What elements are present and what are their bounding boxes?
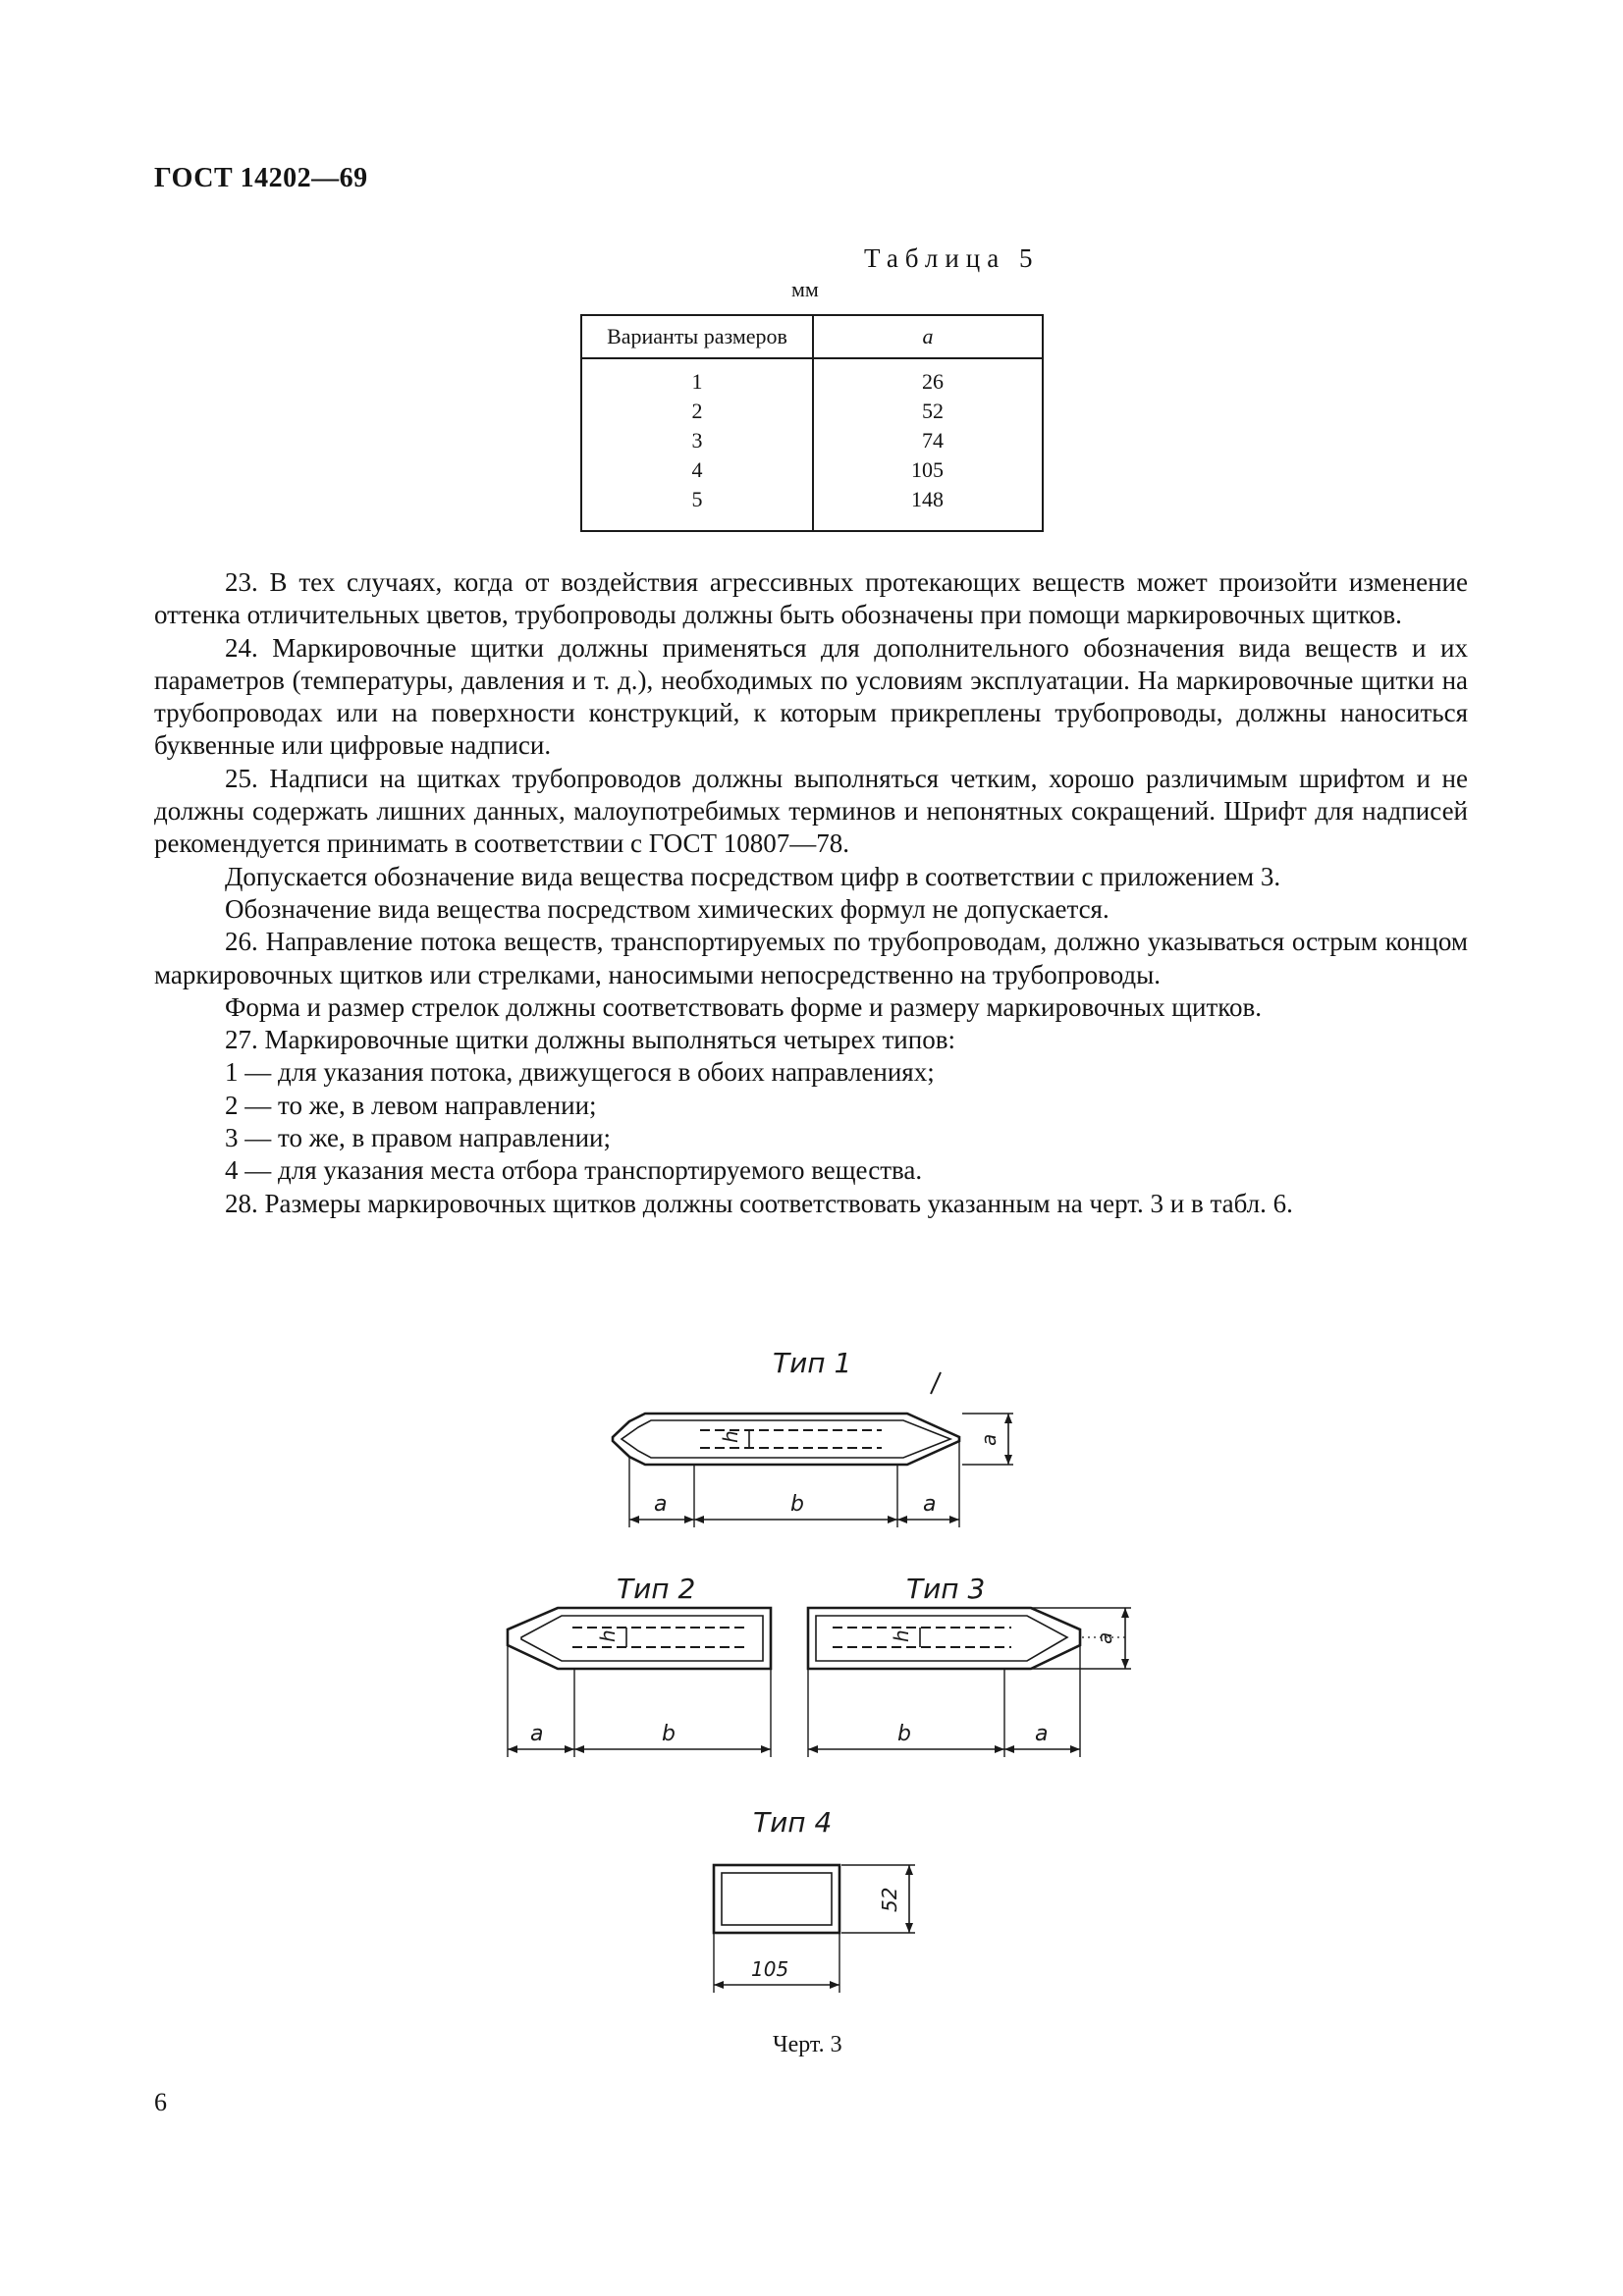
type-4-dim-105: 105 bbox=[751, 1957, 789, 1981]
type-1-label: Тип 1 bbox=[773, 1347, 852, 1379]
table-cell-value: 148 bbox=[813, 485, 1043, 531]
body-text bbox=[154, 566, 1468, 1220]
table-cell-value: 26 bbox=[813, 358, 1043, 397]
type-2-dim-h: h bbox=[596, 1629, 620, 1642]
type-2-dim-b: b bbox=[662, 1722, 676, 1746]
paragraph-25-note-formulas: Обозначение вида вещества посредством химических формул не допускается. bbox=[225, 893, 1109, 924]
document-header: ГОСТ 14202—69 bbox=[154, 163, 368, 193]
table-row bbox=[581, 485, 1043, 531]
table-cell-variant: 5 bbox=[581, 485, 813, 531]
paragraph-25-note-digits: Допускается обозначение вида вещества посредством цифр в соответствии с приложением 3. bbox=[225, 861, 1281, 891]
type-2-label: Тип 2 bbox=[617, 1573, 696, 1605]
type-2-dim-a: a bbox=[530, 1722, 544, 1746]
page-number: 6 bbox=[154, 2088, 167, 2116]
type-1-plate bbox=[613, 1347, 1013, 1527]
table-header-a: a bbox=[813, 315, 1043, 358]
type-3-dim-a: a bbox=[1035, 1722, 1049, 1746]
table-cell-variant: 3 bbox=[581, 426, 813, 455]
table-cell-variant: 2 bbox=[581, 397, 813, 426]
table-row bbox=[581, 397, 1043, 426]
paragraph-25: 25. Надписи на щитках трубопроводов должны выполняться четким, хорошо различимым шрифтом и не должны содержать лишних данных, малоупотребимых терминов и непонятных сокращений. Шрифт для надписей рекомендуется принимать в соответствии с ГОСТ 10807—78. bbox=[154, 763, 1468, 859]
table-row bbox=[581, 358, 1043, 397]
list-item-type-4: 4 — для указания места отбора транспортируемого вещества. bbox=[225, 1155, 923, 1186]
type-3-dim-b: b bbox=[897, 1722, 911, 1746]
type-4-plate bbox=[714, 1806, 915, 1993]
table-cell-variant: 1 bbox=[581, 358, 813, 397]
table-caption: Таблица 5 bbox=[864, 243, 1040, 273]
paragraph-26: 26. Направление потока веществ, транспортируемых по трубопроводам, должно указываться острым концом маркировочных щитков или стрелками, наносимыми непосредственно на трубопроводы. bbox=[154, 927, 1468, 989]
table-row bbox=[581, 426, 1043, 455]
paragraph-27: 27. Маркировочные щитки должны выполняться четырех типов: bbox=[225, 1025, 955, 1055]
paragraph-26-note: Форма и размер стрелок должны соответствовать форме и размеру маркировочных щитков. bbox=[225, 991, 1263, 1022]
type-1-dim-a-height: a bbox=[977, 1433, 1001, 1446]
type-1-dim-a-right: a bbox=[923, 1492, 937, 1517]
type-3-label: Тип 3 bbox=[906, 1573, 986, 1605]
type-4-label: Тип 4 bbox=[753, 1806, 833, 1839]
type-2-plate bbox=[508, 1573, 771, 1757]
table-row bbox=[581, 455, 1043, 485]
table-cell-value: 74 bbox=[813, 426, 1043, 455]
list-item-type-3: 3 — то же, в правом направлении; bbox=[225, 1123, 612, 1153]
type-1-dim-b: b bbox=[790, 1492, 804, 1517]
table-cell-value: 105 bbox=[813, 455, 1043, 485]
paragraph-23: 23. В тех случаях, когда от воздействия агрессивных протекающих веществ может произойти изменение оттенка отличительных цветов, трубопроводы должны быть обозначены при помощи маркировочных щитков. bbox=[154, 567, 1468, 630]
paragraph-28: 28. Размеры маркировочных щитков должны соответствовать указанным на черт. 3 и в табл. 6. bbox=[225, 1188, 1293, 1218]
type-1-dim-h: h bbox=[719, 1430, 742, 1443]
paragraph-24: 24. Маркировочные щитки должны применяться для дополнительного обозначения вида веществ и их параметров (температуры, давления и т. д.), необходимых по условиям эксплуатации. На маркировочные щитки на трубопроводах или на поверхности конструкций, к которым прикреплены трубопроводы, должны наноситься буквенные или цифровые надписи. bbox=[154, 632, 1468, 761]
drawing-caption: Черт. 3 bbox=[773, 2032, 842, 2057]
list-item-type-1: 1 — для указания потока, движущегося в обоих направлениях; bbox=[225, 1057, 935, 1088]
table-cell-value: 52 bbox=[813, 397, 1043, 426]
type-1-dim-a-left: a bbox=[654, 1492, 668, 1517]
type-3-dim-a-height: a bbox=[1093, 1631, 1116, 1644]
list-item-type-2: 2 — то же, в левом направлении; bbox=[225, 1090, 597, 1120]
drawing-3 bbox=[471, 1345, 1159, 2012]
table-unit: мм bbox=[791, 277, 819, 301]
type-4-dim-52: 52 bbox=[878, 1887, 901, 1912]
type-3-dim-h: h bbox=[890, 1629, 913, 1642]
table-cell-variant: 4 bbox=[581, 455, 813, 485]
type-3-plate bbox=[808, 1573, 1131, 1757]
table-header-variants: Варианты размеров bbox=[581, 315, 813, 358]
table-5 bbox=[580, 314, 1044, 532]
